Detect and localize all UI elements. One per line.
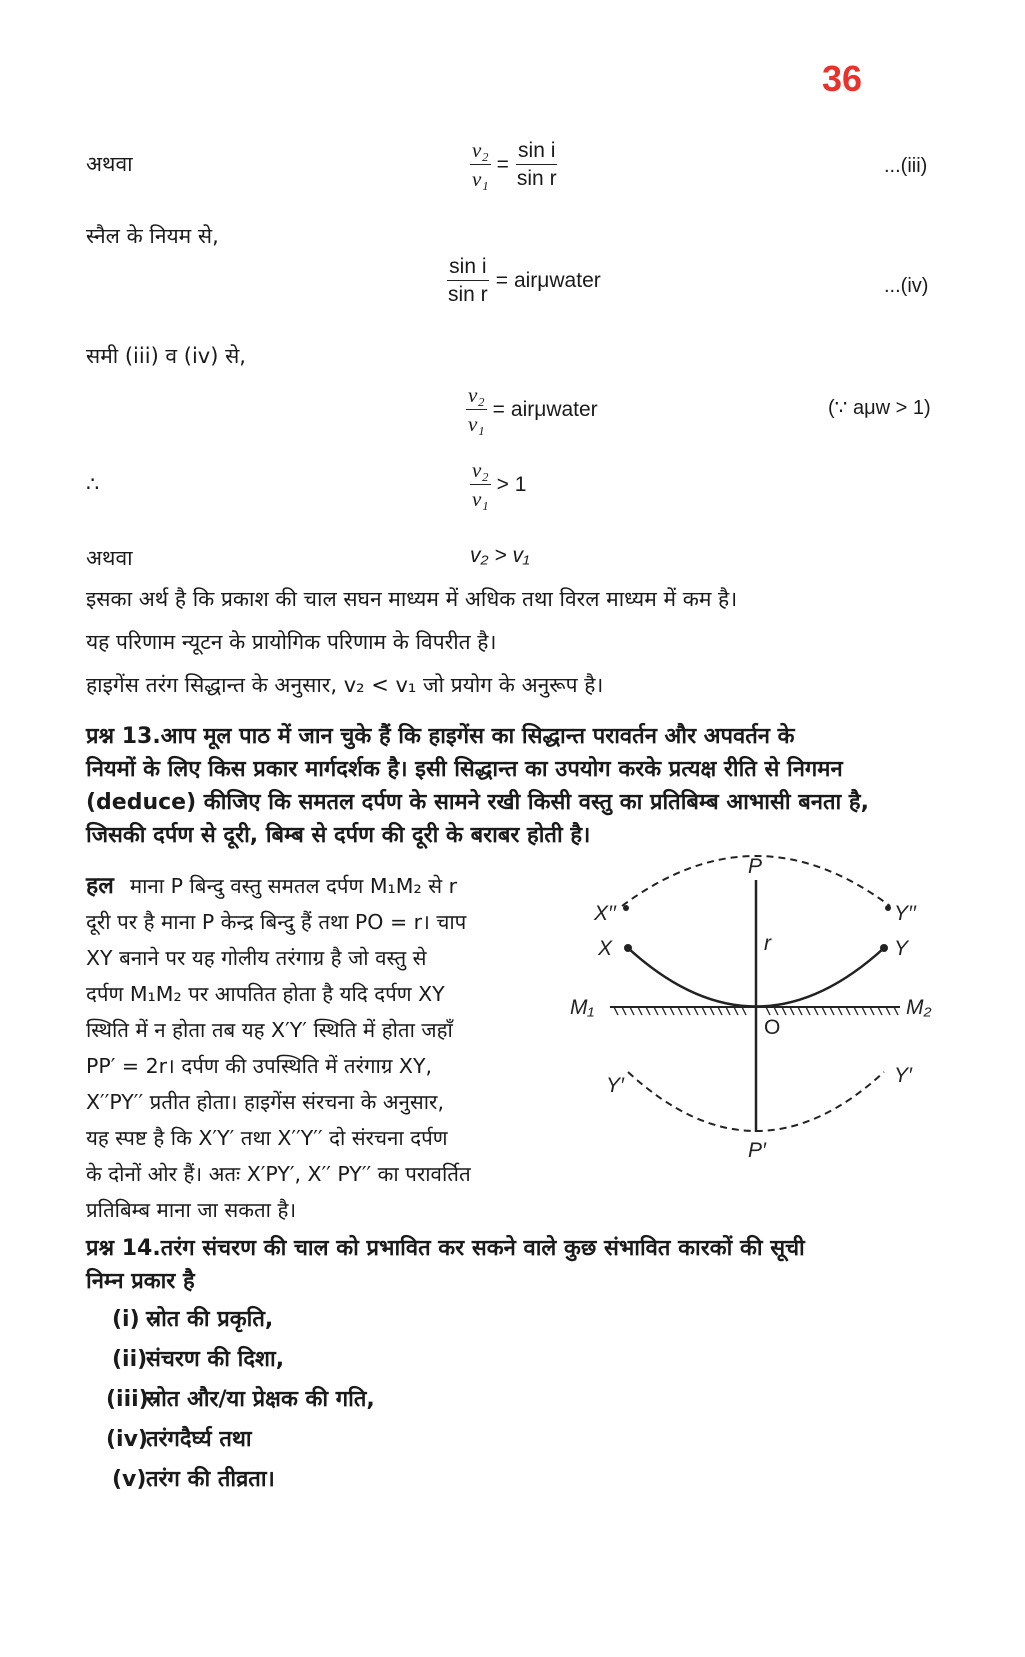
label-ydd: Y′′ (894, 902, 916, 925)
equation-v: $\frac{\text{v₂}}{\text{v₁}}$ = airμwater (468, 383, 598, 436)
paragraph-3: हाइगेंस तरंग सिद्धान्त के अनुसार, v₂ < v₁ जो प्रयोग के अनुरूप है। (86, 673, 604, 697)
equation-iv: $\frac{\text{sin i}}{\text{sin r}}$ = airμwater (448, 255, 601, 306)
point-ydd (885, 905, 891, 911)
label-p: P (748, 855, 763, 878)
paragraph-1: इसका अर्थ है कि प्रकाश की चाल सघन माध्यम में अधिक तथा विरल माध्यम में कम है। (86, 587, 738, 611)
list-item: (i) स्रोत की प्रकृति, (112, 1307, 274, 1332)
list-item: (iv)तरंगदैर्घ्य तथा (106, 1427, 252, 1452)
snell-law-text: स्नैल के नियम से, (86, 224, 219, 248)
label-pprime: P′ (748, 1139, 766, 1162)
athva-label-2: अथवा (86, 546, 133, 570)
from-equations-text: समी (iii) व (iv) से, (86, 344, 246, 368)
label-x: X (598, 937, 613, 960)
equation-iii: $\frac{\text{v₂}}{\text{v₁}}$ = $\frac{\text{sin i}}{\text{sin r}}$ (472, 138, 557, 191)
point-y (880, 944, 888, 952)
label-yd: Y′ (894, 1064, 912, 1087)
point-x (624, 944, 632, 952)
label-y: Y (894, 937, 909, 960)
question-14-label: प्रश्न 14. (86, 1236, 161, 1261)
question-14: प्रश्न 14.तरंग संचरण की चाल को प्रभावित कर सकने वाले कुछ संभावित कारकों की सूची निम्न प्रकार है (86, 1236, 805, 1294)
equation-vii: v₂ > v₁ (470, 544, 530, 567)
solution-13: हल माना P बिन्दु वस्तु समतल दर्पण M₁M₂ से r दूरी पर है माना P केन्द्र बिन्दु हैं तथा PO = r। चाप XY बनाने पर यह गोलीय तरंगाग्र है जो वस्तु से दर्पण M₁M₂ पर आपतित होता है यदि दर्पण XY स्थिति में न होता तब यह X′Y′ स्थिति में होता जहाँ PP′ = 2r। दर्पण की उपस्थिति में तरंगाग्र XY, X′′PY′′ प्रतीत होता। हाइगेंस संरचना के अनुसार, यह स्पष्ट है कि X′Y′ तथा X′′Y′′ दो संरचना दर्पण के दोनों ओर हैं। अतः X′PY′, X′′ PY′′ का परावर्तित प्रतिबिम्ब माना जा सकता है। (86, 873, 471, 1222)
solution-label: हल (86, 873, 114, 899)
label-r: r (764, 932, 771, 955)
label-m2: M₂ (906, 996, 932, 1019)
label-o: O (764, 1016, 781, 1039)
therefore-symbol: ∴ (86, 472, 100, 496)
list-item: (v)तरंग की तीव्रता। (112, 1467, 275, 1492)
list-item: (ii)संचरण की दिशा, (112, 1347, 285, 1372)
label-m1: M₁ (570, 996, 595, 1019)
question-13-label: प्रश्न 13. (86, 724, 161, 749)
question-13: प्रश्न 13.आप मूल पाठ में जान चुके हैं कि हाइगेंस का सिद्धान्त परावर्तन और अपवर्तन के नियमों के लिए किस प्रकार मार्गदर्शक है। इसी सिद्धान्त का उपयोग करके प्रत्यक्ष रीति से निगमन (deduce) कीजिए कि समतल दर्पण के सामने रखी किसी वस्तु का प्रतिबिम्ब आभासी बनता है, जिसकी दर्पण से दूरी, बिम्ब से दर्पण की दूरी के बराबर होती है। (86, 724, 869, 848)
point-xdd (623, 905, 629, 911)
label-xdd: X′′ (594, 902, 616, 925)
athva-label-1: अथवा (86, 152, 133, 176)
page-number: 36 (822, 58, 863, 99)
label-xd: Y′ (606, 1074, 624, 1097)
paragraph-2: यह परिणाम न्यूटन के प्रायोगिक परिणाम के विपरीत है। (86, 630, 497, 654)
equation-vi: $\frac{\text{v₂}}{\text{v₁}}$ > 1 (472, 458, 527, 511)
equation-note: (∵ aμw > 1) (828, 397, 931, 419)
equation-tag-iv: ...(iv) (884, 275, 929, 297)
equation-tag-iii: ...(iii) (884, 155, 928, 177)
factor-list (106, 1300, 375, 1500)
mirror-wavefront-diagram (570, 850, 950, 1170)
list-item: (iii)स्रोत और/या प्रेक्षक की गति, (106, 1387, 375, 1412)
